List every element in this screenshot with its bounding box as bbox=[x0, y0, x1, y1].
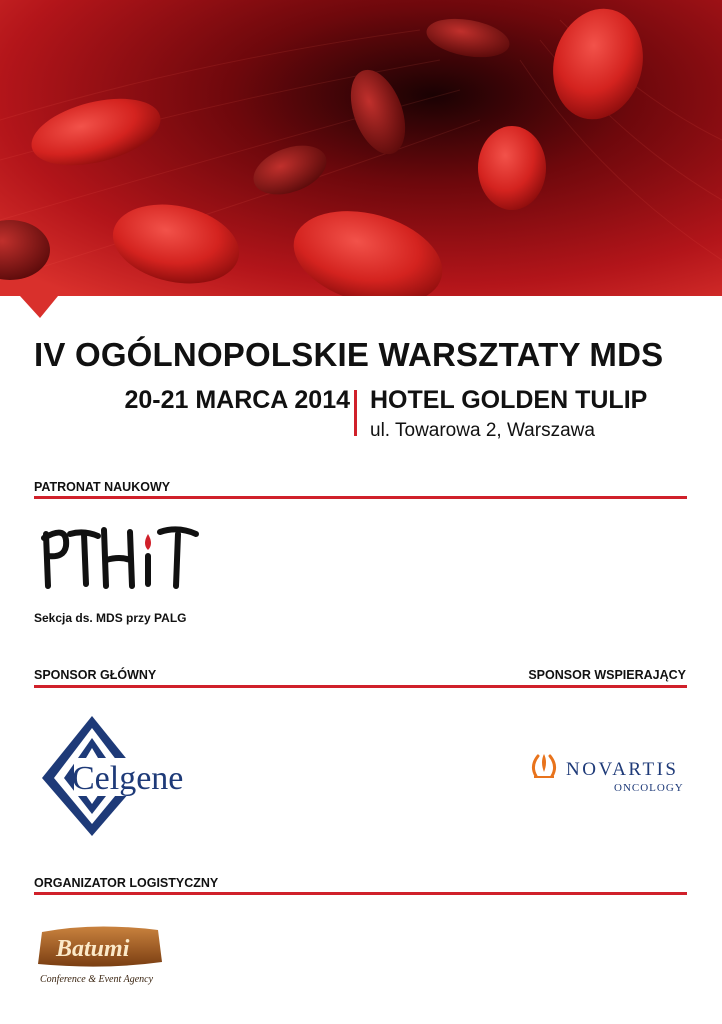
hero-image bbox=[0, 0, 722, 318]
novartis-icon bbox=[530, 750, 558, 785]
section-divider bbox=[34, 685, 687, 688]
batumi-subtext: Conference & Event Agency bbox=[40, 974, 154, 985]
section-divider bbox=[34, 496, 687, 499]
patronat-label: PATRONAT NAUKOWY bbox=[34, 480, 171, 494]
celgene-wordmark: Celgene bbox=[72, 760, 184, 797]
sponsor-support-label: SPONSOR WSPIERAJĄCY bbox=[528, 668, 686, 682]
event-date: 20-21 MARCA 2014 bbox=[124, 386, 350, 414]
blood-cell bbox=[478, 126, 546, 210]
organizer-label: ORGANIZATOR LOGISTYCZNY bbox=[34, 876, 219, 890]
novartis-wordmark: NOVARTIS bbox=[566, 759, 679, 780]
event-venue: HOTEL GOLDEN TULIP bbox=[370, 386, 648, 414]
patronat-caption: Sekcja ds. MDS przy PALG bbox=[34, 611, 187, 625]
title-divider bbox=[354, 390, 357, 436]
novartis-subtext: ONCOLOGY bbox=[614, 782, 684, 794]
batumi-wordmark: Batumi bbox=[56, 936, 130, 962]
batumi-logo bbox=[34, 922, 168, 997]
event-title: IV OGÓLNOPOLSKIE WARSZTATY MDS bbox=[34, 336, 664, 373]
section-divider bbox=[34, 892, 687, 895]
pthit-logo bbox=[40, 520, 200, 597]
sponsor-main-label: SPONSOR GŁÓWNY bbox=[34, 668, 157, 682]
event-address: ul. Towarowa 2, Warszawa bbox=[370, 420, 595, 441]
celgene-logo bbox=[34, 714, 184, 843]
